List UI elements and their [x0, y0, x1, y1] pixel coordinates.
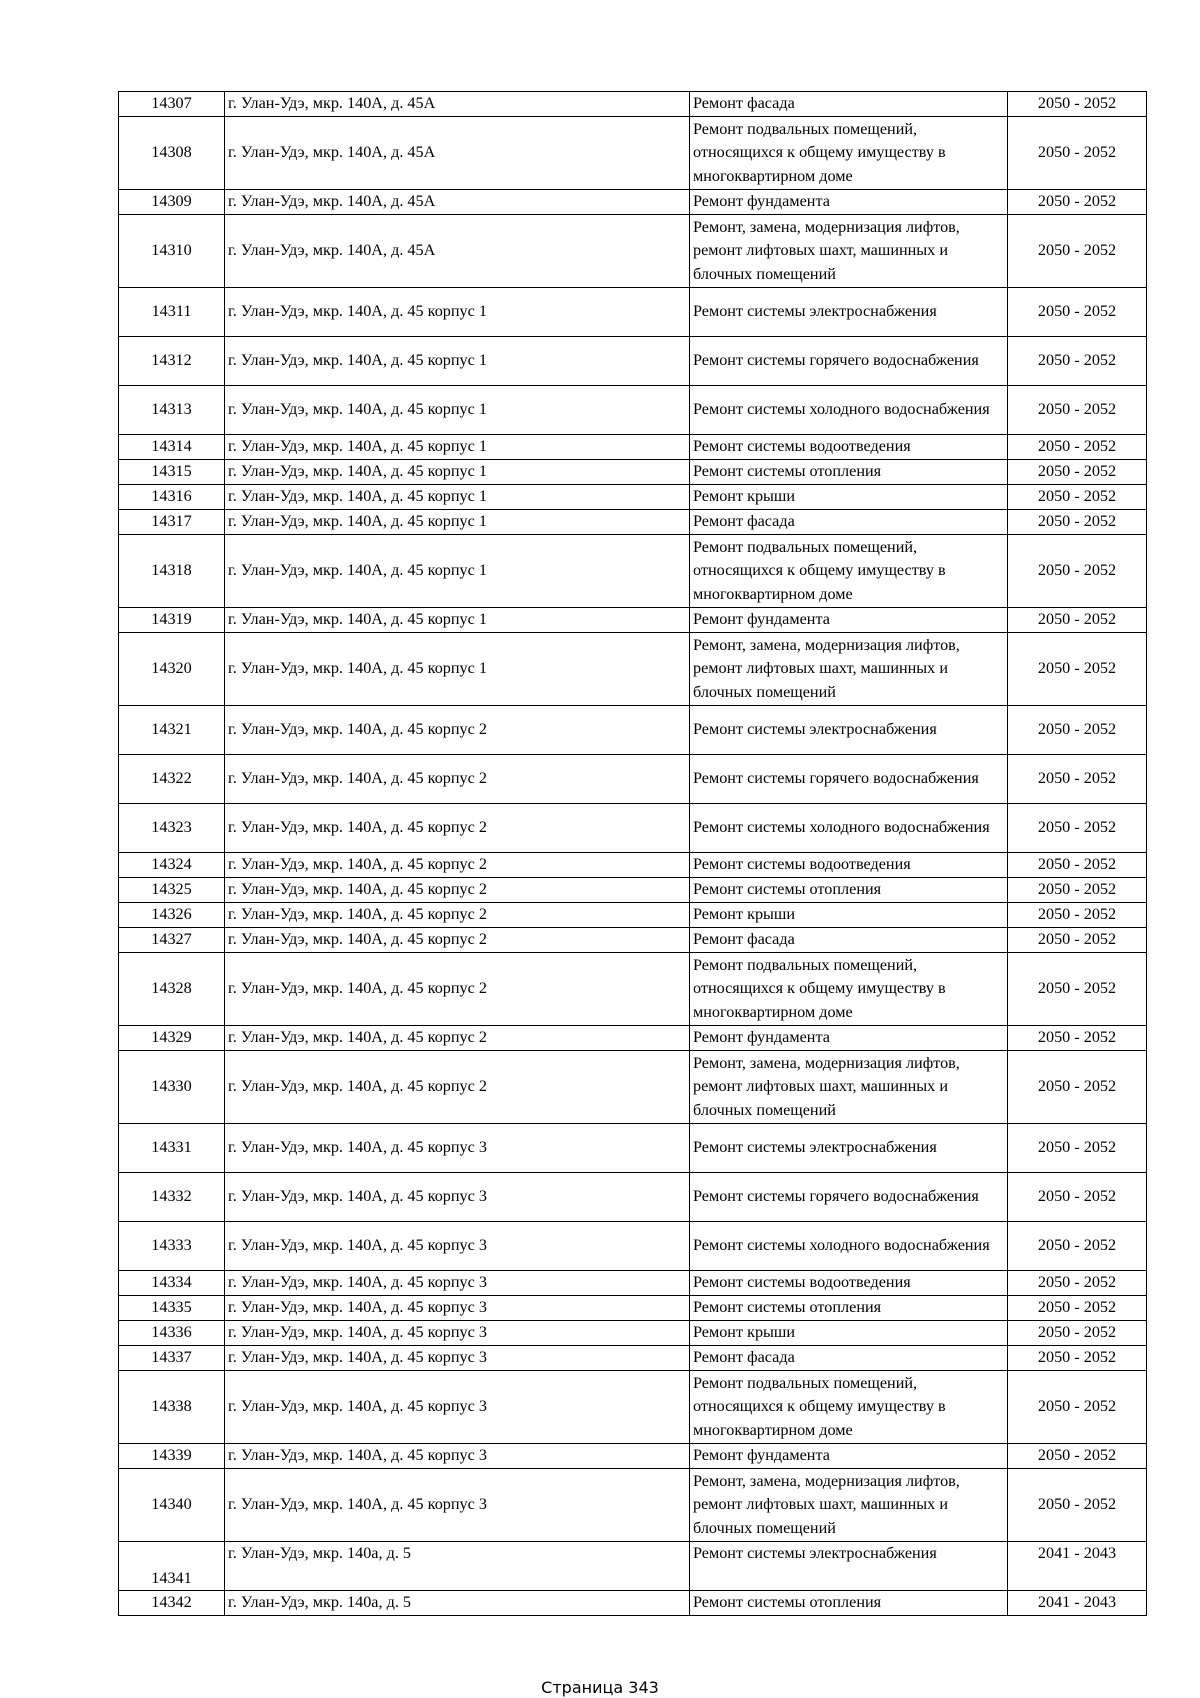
period-cell: 2050 - 2052 [1008, 288, 1147, 337]
work-type-cell: Ремонт системы водоотведения [690, 1271, 1008, 1296]
address-cell: г. Улан-Удэ, мкр. 140А, д. 45 корпус 3 [225, 1124, 690, 1173]
table-row [119, 903, 1147, 928]
table-body [119, 92, 1147, 1616]
period-cell: 2050 - 2052 [1008, 460, 1147, 485]
row-number-cell: 14327 [119, 928, 225, 953]
address-cell: г. Улан-Удэ, мкр. 140А, д. 45 корпус 3 [225, 1173, 690, 1222]
work-type-cell: Ремонт системы водоотведения [690, 853, 1008, 878]
work-type-cell: Ремонт фасада [690, 1346, 1008, 1371]
row-number-cell: 14320 [119, 633, 225, 706]
work-type-cell: Ремонт системы холодного водоснабжения [690, 386, 1008, 435]
table-row [119, 1444, 1147, 1469]
table-row [119, 435, 1147, 460]
period-cell: 2050 - 2052 [1008, 1026, 1147, 1051]
address-cell: г. Улан-Удэ, мкр. 140А, д. 45 корпус 3 [225, 1444, 690, 1469]
work-type-cell: Ремонт подвальных помещений, относящихся к общему имуществу в многоквартирном доме [690, 1371, 1008, 1444]
address-cell: г. Улан-Удэ, мкр. 140А, д. 45 корпус 2 [225, 706, 690, 755]
table-row [119, 215, 1147, 288]
work-type-cell: Ремонт системы водоотведения [690, 435, 1008, 460]
period-cell: 2050 - 2052 [1008, 1346, 1147, 1371]
table-row [119, 1051, 1147, 1124]
address-cell: г. Улан-Удэ, мкр. 140А, д. 45 корпус 1 [225, 535, 690, 608]
table-row [119, 633, 1147, 706]
period-cell: 2050 - 2052 [1008, 215, 1147, 288]
work-type-cell: Ремонт, замена, модернизация лифтов, ремонт лифтовых шахт, машинных и блочных помещений [690, 215, 1008, 288]
period-cell: 2050 - 2052 [1008, 1222, 1147, 1271]
row-number-cell: 14339 [119, 1444, 225, 1469]
work-type-cell: Ремонт системы отопления [690, 460, 1008, 485]
address-cell: г. Улан-Удэ, мкр. 140А, д. 45 корпус 2 [225, 928, 690, 953]
work-type-cell: Ремонт системы холодного водоснабжения [690, 1222, 1008, 1271]
row-number-cell: 14321 [119, 706, 225, 755]
table-row [119, 1591, 1147, 1616]
period-cell: 2050 - 2052 [1008, 878, 1147, 903]
address-cell: г. Улан-Удэ, мкр. 140А, д. 45 корпус 1 [225, 435, 690, 460]
table-row [119, 535, 1147, 608]
row-number-cell: 14340 [119, 1469, 225, 1542]
address-cell: г. Улан-Удэ, мкр. 140А, д. 45 корпус 2 [225, 755, 690, 804]
period-cell: 2050 - 2052 [1008, 608, 1147, 633]
period-cell: 2050 - 2052 [1008, 1124, 1147, 1173]
address-cell: г. Улан-Удэ, мкр. 140А, д. 45 корпус 2 [225, 1026, 690, 1051]
address-cell: г. Улан-Удэ, мкр. 140А, д. 45 корпус 1 [225, 510, 690, 535]
address-cell: г. Улан-Удэ, мкр. 140А, д. 45 корпус 2 [225, 953, 690, 1026]
work-type-cell: Ремонт фундамента [690, 608, 1008, 633]
work-type-cell: Ремонт системы холодного водоснабжения [690, 804, 1008, 853]
row-number-cell: 14335 [119, 1296, 225, 1321]
period-cell: 2050 - 2052 [1008, 1371, 1147, 1444]
table-row [119, 1026, 1147, 1051]
table-row [119, 485, 1147, 510]
work-type-cell: Ремонт системы отопления [690, 1296, 1008, 1321]
row-number-cell: 14322 [119, 755, 225, 804]
row-number-cell: 14310 [119, 215, 225, 288]
period-cell: 2050 - 2052 [1008, 706, 1147, 755]
period-cell: 2050 - 2052 [1008, 1271, 1147, 1296]
period-cell: 2050 - 2052 [1008, 386, 1147, 435]
work-type-cell: Ремонт системы горячего водоснабжения [690, 1173, 1008, 1222]
table-row [119, 92, 1147, 117]
address-cell: г. Улан-Удэ, мкр. 140А, д. 45 корпус 3 [225, 1346, 690, 1371]
address-cell: г. Улан-Удэ, мкр. 140А, д. 45 корпус 2 [225, 804, 690, 853]
row-number-cell: 14342 [119, 1591, 225, 1616]
table-row [119, 1371, 1147, 1444]
row-number-cell: 14338 [119, 1371, 225, 1444]
period-cell: 2050 - 2052 [1008, 435, 1147, 460]
address-cell: г. Улан-Удэ, мкр. 140А, д. 45А [225, 92, 690, 117]
work-type-cell: Ремонт крыши [690, 1321, 1008, 1346]
period-cell: 2050 - 2052 [1008, 510, 1147, 535]
work-type-cell: Ремонт фасада [690, 928, 1008, 953]
work-type-cell: Ремонт, замена, модернизация лифтов, ремонт лифтовых шахт, машинных и блочных помещений [690, 1051, 1008, 1124]
row-number-cell: 14316 [119, 485, 225, 510]
address-cell: г. Улан-Удэ, мкр. 140А, д. 45 корпус 3 [225, 1321, 690, 1346]
address-cell: г. Улан-Удэ, мкр. 140А, д. 45 корпус 1 [225, 485, 690, 510]
period-cell: 2050 - 2052 [1008, 485, 1147, 510]
table-row [119, 804, 1147, 853]
period-cell: 2050 - 2052 [1008, 1051, 1147, 1124]
row-number-cell: 14330 [119, 1051, 225, 1124]
work-type-cell: Ремонт системы электроснабжения [690, 288, 1008, 337]
row-number-cell: 14328 [119, 953, 225, 1026]
table-row [119, 1469, 1147, 1542]
period-cell: 2050 - 2052 [1008, 1296, 1147, 1321]
table-row [119, 1296, 1147, 1321]
table-row [119, 928, 1147, 953]
table-row [119, 117, 1147, 190]
table-row [119, 1124, 1147, 1173]
work-type-cell: Ремонт системы горячего водоснабжения [690, 337, 1008, 386]
address-cell: г. Улан-Удэ, мкр. 140а, д. 5 [225, 1542, 690, 1591]
work-type-cell: Ремонт, замена, модернизация лифтов, ремонт лифтовых шахт, машинных и блочных помещений [690, 1469, 1008, 1542]
period-cell: 2050 - 2052 [1008, 633, 1147, 706]
row-number-cell: 14307 [119, 92, 225, 117]
period-cell: 2050 - 2052 [1008, 804, 1147, 853]
address-cell: г. Улан-Удэ, мкр. 140А, д. 45 корпус 1 [225, 608, 690, 633]
work-type-cell: Ремонт фасада [690, 510, 1008, 535]
table-row [119, 460, 1147, 485]
row-number-cell: 14313 [119, 386, 225, 435]
row-number-cell: 14331 [119, 1124, 225, 1173]
period-cell: 2050 - 2052 [1008, 190, 1147, 215]
work-type-cell: Ремонт системы электроснабжения [690, 706, 1008, 755]
table-row [119, 337, 1147, 386]
work-type-cell: Ремонт фундамента [690, 1444, 1008, 1469]
work-type-cell: Ремонт подвальных помещений, относящихся к общему имуществу в многоквартирном доме [690, 953, 1008, 1026]
work-type-cell: Ремонт системы отопления [690, 1591, 1008, 1616]
work-type-cell: Ремонт подвальных помещений, относящихся к общему имуществу в многоквартирном доме [690, 535, 1008, 608]
work-type-cell: Ремонт, замена, модернизация лифтов, ремонт лифтовых шахт, машинных и блочных помещений [690, 633, 1008, 706]
work-type-cell: Ремонт фасада [690, 92, 1008, 117]
address-cell: г. Улан-Удэ, мкр. 140А, д. 45 корпус 1 [225, 633, 690, 706]
row-number-cell: 14329 [119, 1026, 225, 1051]
table-row [119, 1346, 1147, 1371]
table-row [119, 288, 1147, 337]
row-number-cell: 14317 [119, 510, 225, 535]
row-number-cell: 14308 [119, 117, 225, 190]
address-cell: г. Улан-Удэ, мкр. 140а, д. 5 [225, 1591, 690, 1616]
row-number-cell: 14341 [119, 1542, 225, 1591]
row-number-cell: 14315 [119, 460, 225, 485]
row-number-cell: 14337 [119, 1346, 225, 1371]
table-row [119, 608, 1147, 633]
row-number-cell: 14318 [119, 535, 225, 608]
address-cell: г. Улан-Удэ, мкр. 140А, д. 45 корпус 1 [225, 288, 690, 337]
period-cell: 2041 - 2043 [1008, 1542, 1147, 1591]
row-number-cell: 14319 [119, 608, 225, 633]
address-cell: г. Улан-Удэ, мкр. 140А, д. 45 корпус 2 [225, 1051, 690, 1124]
table-row [119, 755, 1147, 804]
address-cell: г. Улан-Удэ, мкр. 140А, д. 45 корпус 3 [225, 1271, 690, 1296]
table-row [119, 853, 1147, 878]
address-cell: г. Улан-Удэ, мкр. 140А, д. 45А [225, 190, 690, 215]
address-cell: г. Улан-Удэ, мкр. 140А, д. 45А [225, 117, 690, 190]
work-type-cell: Ремонт системы электроснабжения [690, 1542, 1008, 1591]
row-number-cell: 14309 [119, 190, 225, 215]
table-row [119, 953, 1147, 1026]
work-type-cell: Ремонт подвальных помещений, относящихся к общему имуществу в многоквартирном доме [690, 117, 1008, 190]
period-cell: 2041 - 2043 [1008, 1591, 1147, 1616]
row-number-cell: 14311 [119, 288, 225, 337]
period-cell: 2050 - 2052 [1008, 1469, 1147, 1542]
table-row [119, 1173, 1147, 1222]
work-type-cell: Ремонт системы отопления [690, 878, 1008, 903]
period-cell: 2050 - 2052 [1008, 755, 1147, 804]
table-row [119, 510, 1147, 535]
address-cell: г. Улан-Удэ, мкр. 140А, д. 45 корпус 3 [225, 1222, 690, 1271]
table-row [119, 878, 1147, 903]
period-cell: 2050 - 2052 [1008, 903, 1147, 928]
work-type-cell: Ремонт крыши [690, 485, 1008, 510]
table-row [119, 706, 1147, 755]
period-cell: 2050 - 2052 [1008, 1321, 1147, 1346]
table-row [119, 1271, 1147, 1296]
row-number-cell: 14312 [119, 337, 225, 386]
period-cell: 2050 - 2052 [1008, 928, 1147, 953]
period-cell: 2050 - 2052 [1008, 117, 1147, 190]
address-cell: г. Улан-Удэ, мкр. 140А, д. 45 корпус 3 [225, 1371, 690, 1444]
address-cell: г. Улан-Удэ, мкр. 140А, д. 45 корпус 1 [225, 337, 690, 386]
row-number-cell: 14326 [119, 903, 225, 928]
period-cell: 2050 - 2052 [1008, 337, 1147, 386]
address-cell: г. Улан-Удэ, мкр. 140А, д. 45 корпус 2 [225, 853, 690, 878]
address-cell: г. Улан-Удэ, мкр. 140А, д. 45 корпус 1 [225, 386, 690, 435]
work-type-cell: Ремонт фундамента [690, 1026, 1008, 1051]
row-number-cell: 14325 [119, 878, 225, 903]
address-cell: г. Улан-Удэ, мкр. 140А, д. 45 корпус 3 [225, 1469, 690, 1542]
repair-schedule-table [118, 91, 1147, 1616]
work-type-cell: Ремонт фундамента [690, 190, 1008, 215]
row-number-cell: 14314 [119, 435, 225, 460]
period-cell: 2050 - 2052 [1008, 853, 1147, 878]
row-number-cell: 14333 [119, 1222, 225, 1271]
row-number-cell: 14324 [119, 853, 225, 878]
table-row [119, 1222, 1147, 1271]
work-type-cell: Ремонт крыши [690, 903, 1008, 928]
address-cell: г. Улан-Удэ, мкр. 140А, д. 45 корпус 2 [225, 903, 690, 928]
address-cell: г. Улан-Удэ, мкр. 140А, д. 45А [225, 215, 690, 288]
address-cell: г. Улан-Удэ, мкр. 140А, д. 45 корпус 3 [225, 1296, 690, 1321]
row-number-cell: 14323 [119, 804, 225, 853]
period-cell: 2050 - 2052 [1008, 92, 1147, 117]
period-cell: 2050 - 2052 [1008, 1444, 1147, 1469]
row-number-cell: 14336 [119, 1321, 225, 1346]
period-cell: 2050 - 2052 [1008, 953, 1147, 1026]
work-type-cell: Ремонт системы горячего водоснабжения [690, 755, 1008, 804]
table-row [119, 1321, 1147, 1346]
table-row [119, 1542, 1147, 1591]
period-cell: 2050 - 2052 [1008, 535, 1147, 608]
page-number: Страница 343 [541, 1678, 659, 1697]
table-row [119, 386, 1147, 435]
row-number-cell: 14334 [119, 1271, 225, 1296]
address-cell: г. Улан-Удэ, мкр. 140А, д. 45 корпус 2 [225, 878, 690, 903]
table-row [119, 190, 1147, 215]
address-cell: г. Улан-Удэ, мкр. 140А, д. 45 корпус 1 [225, 460, 690, 485]
work-type-cell: Ремонт системы электроснабжения [690, 1124, 1008, 1173]
row-number-cell: 14332 [119, 1173, 225, 1222]
period-cell: 2050 - 2052 [1008, 1173, 1147, 1222]
